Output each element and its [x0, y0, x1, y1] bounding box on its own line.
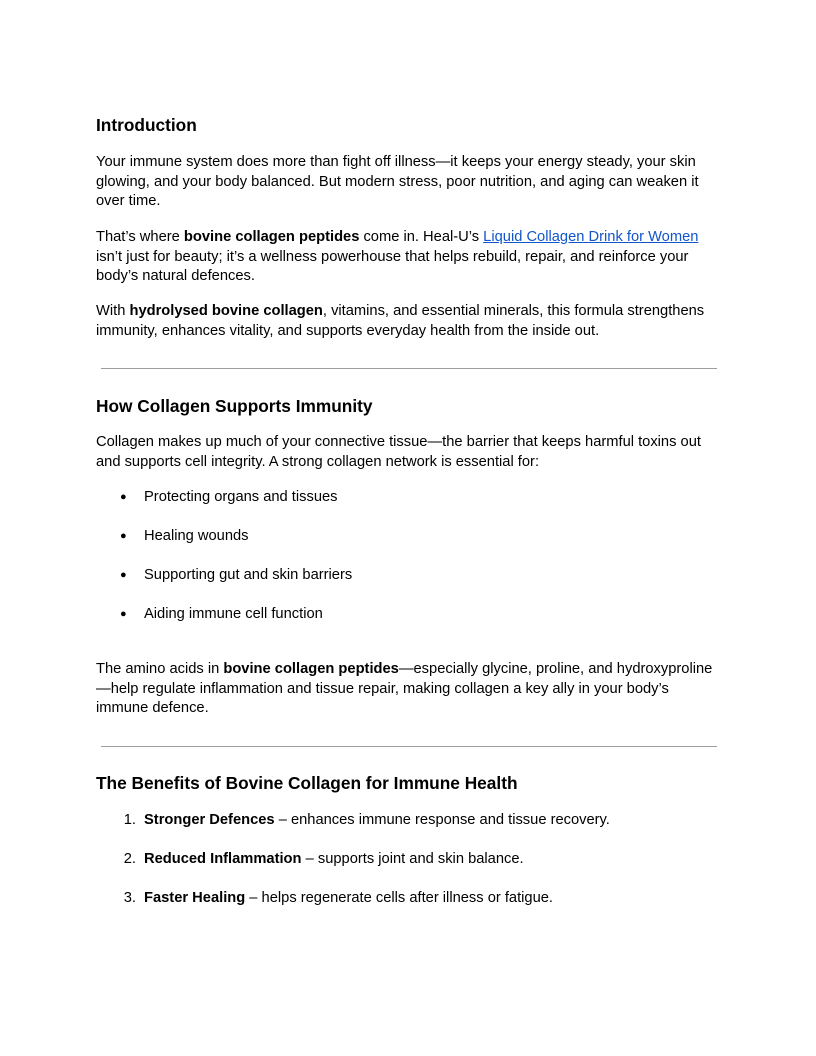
heading-introduction: Introduction: [96, 115, 197, 135]
bullet-icon: ●: [120, 569, 127, 581]
text-run: isn’t just for beauty; it’s a wellness powerhouse that helps rebuild, repair, and reinforce your body’s natural defences.: [96, 248, 689, 284]
text-run: – enhances immune response and tissue recovery.: [274, 812, 610, 828]
text-run: – helps regenerate cells after illness or fatigue.: [245, 890, 554, 906]
list-item-text: [144, 889, 553, 909]
immunity-paragraph-1: Collagen makes up much of your connective tissue—the barrier that keeps harmful toxins out and supports cell integrity. A strong collagen network is essential for:: [96, 434, 701, 470]
bold-run: Stronger Defences: [144, 812, 275, 828]
intro-paragraph-3: [96, 302, 720, 341]
bold-run: bovine collagen peptides: [183, 229, 360, 245]
list-number: 2.: [123, 851, 136, 867]
list-item-text: Protecting organs and tissues: [144, 489, 338, 505]
product-link[interactable]: Liquid Collagen Drink for Women: [483, 229, 699, 245]
text-run: – supports joint and skin balance.: [301, 851, 524, 867]
bold-run: Reduced Inflammation: [144, 851, 302, 867]
list-item-text: [144, 850, 524, 870]
text-run: , vitamins, and essential minerals, this formula strengthens immunity, enhances vitality, and supports everyday health from the inside out.: [96, 303, 705, 339]
text-run: With: [96, 303, 130, 319]
immunity-paragraph-2: [96, 660, 720, 719]
list-number: 3.: [123, 890, 136, 906]
bullet-icon: ●: [120, 608, 127, 620]
section-divider: [101, 746, 717, 747]
section-divider: [101, 368, 717, 369]
intro-paragraph-2: [96, 228, 720, 287]
list-item-text: Aiding immune cell function: [144, 606, 323, 622]
list-item-text: Supporting gut and skin barriers: [144, 567, 353, 583]
list-number: 1.: [123, 812, 136, 828]
intro-paragraph-1: Your immune system does more than fight off illness—it keeps your energy steady, your skin glowing, and your body balanced. But modern stress, poor nutrition, and aging can weaken it over time.: [96, 154, 699, 209]
list-item-text: [144, 811, 610, 831]
text-run: That’s where: [96, 229, 184, 245]
list-item-text: Healing wounds: [144, 528, 249, 544]
bold-run: bovine collagen peptides: [223, 661, 399, 677]
bold-run: hydrolysed bovine collagen: [129, 303, 323, 319]
heading-benefits: The Benefits of Bovine Collagen for Immune Health: [96, 773, 518, 793]
bullet-icon: ●: [120, 530, 127, 542]
text-run: The amino acids in: [96, 661, 224, 677]
bullet-icon: ●: [120, 491, 127, 503]
text-run: come in. Heal-U’s: [359, 229, 484, 245]
bold-run: Faster Healing: [144, 890, 246, 906]
text-run: —especially glycine, proline, and hydroxyproline—help regulate inflammation and tissue repair, making collagen a key ally in your body’s immune defence.: [96, 661, 713, 716]
heading-collagen-immunity: How Collagen Supports Immunity: [96, 396, 373, 416]
